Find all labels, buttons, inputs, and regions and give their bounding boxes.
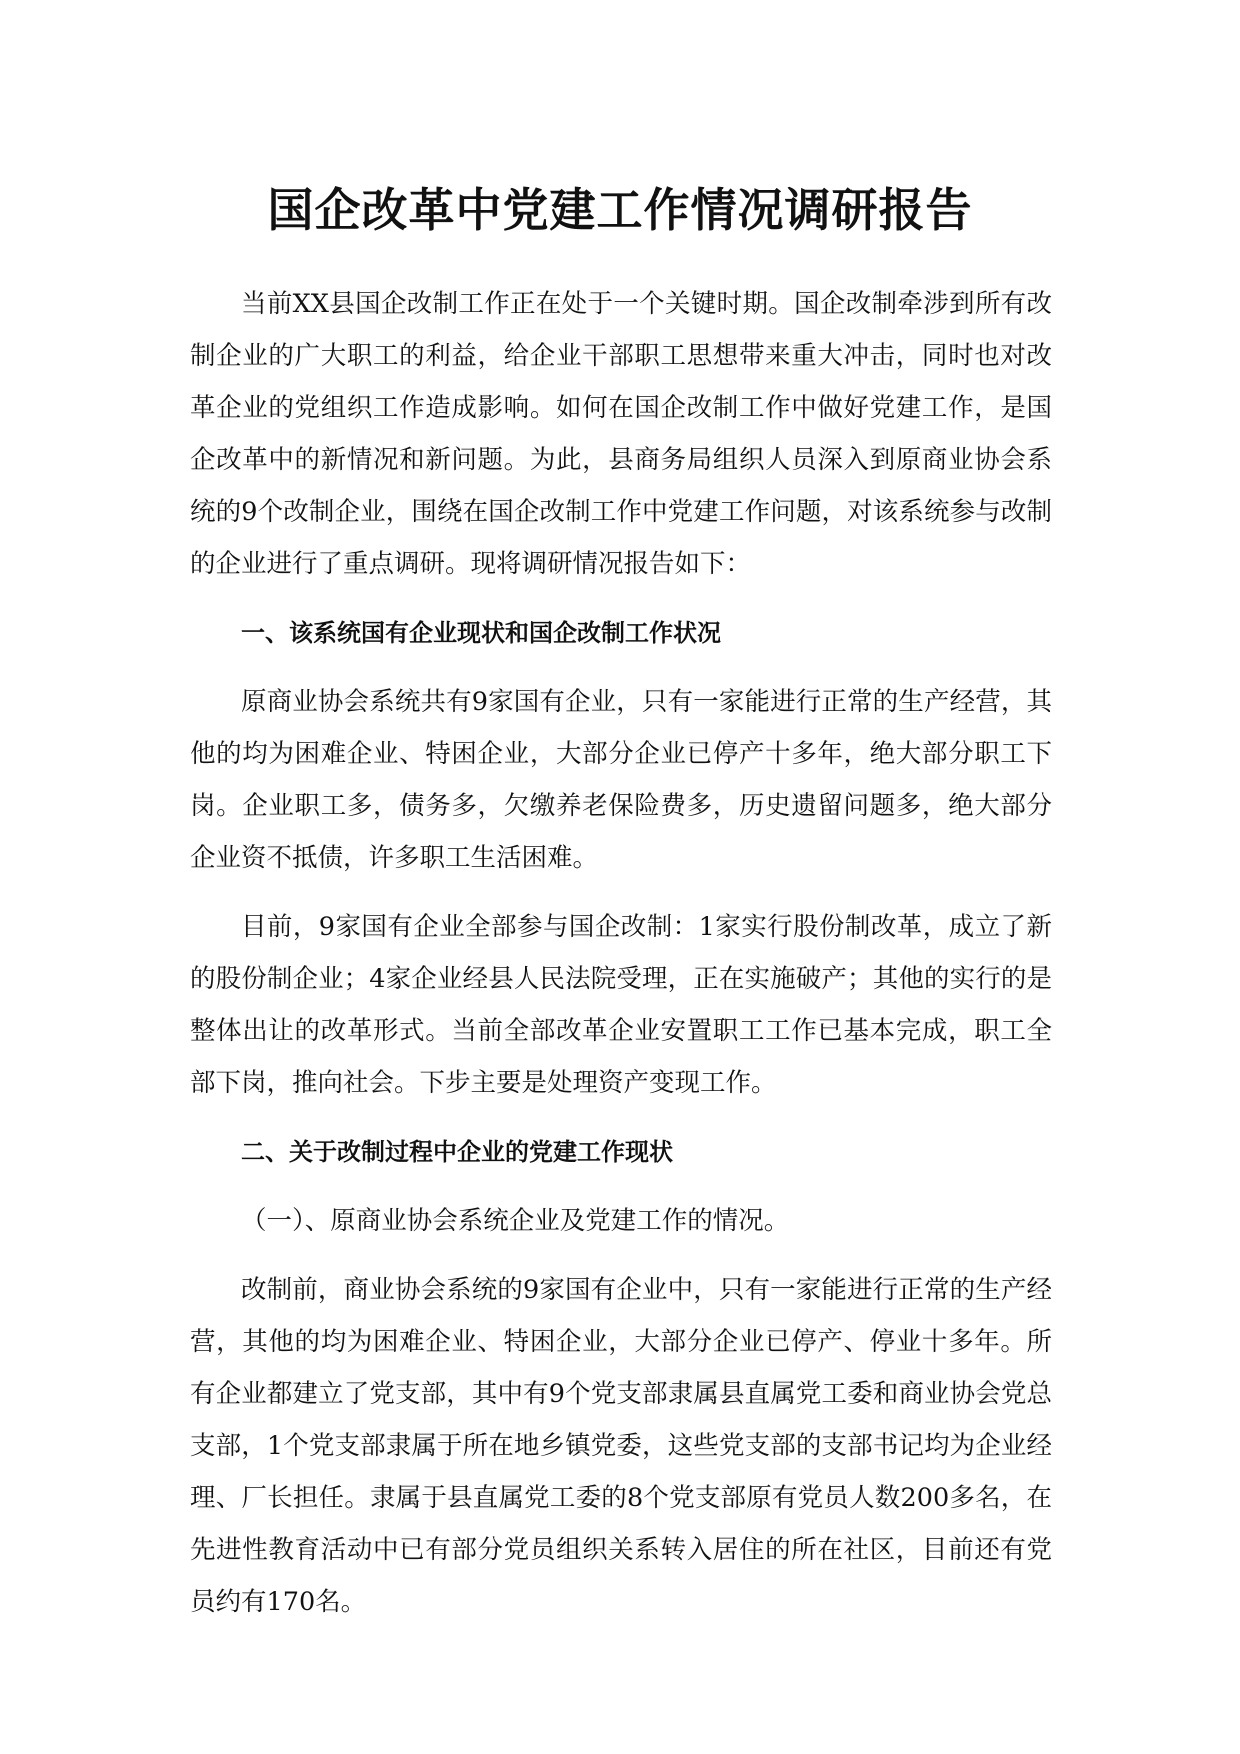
document-body xyxy=(190,278,1052,1645)
document-title: 国企改革中党建工作情况调研报告 xyxy=(267,183,973,237)
section-2-paragraph-1: 改制前，商业协会系统的9家国有企业中，只有一家能进行正常的生产经营，其他的均为困难企业、特困企业，大部分企业已停产、停业十多年。所有企业都建立了党支部，其中有9个党支部隶属县直属党工委和商业协会党总支部，1个党支部隶属于所在地乡镇党委，这些党支部的支部书记均为企业经理、厂长担任。隶属于县直属党工委的8个党支部原有党员人数200多名，在先进性教育活动中已有部分党员组织关系转入居住的所在社区，目前还有党员约有170名。 xyxy=(190,1275,1052,1617)
intro-paragraph: 当前XX县国企改制工作正在处于一个关键时期。国企改制牵涉到所有改制企业的广大职工的利益，给企业干部职工思想带来重大冲击，同时也对改革企业的党组织工作造成影响。如何在国企改制工作中做好党建工作，是国企改革中的新情况和新问题。为此，县商务局组织人员深入到原商业协会系统的9个改制企业，围绕在国企改制工作中党建工作问题，对该系统参与改制的企业进行了重点调研。现将调研情况报告如下： xyxy=(190,289,1052,579)
section-2-subheading: （一）、原商业协会系统企业及党建工作的情况。 xyxy=(241,1206,790,1236)
section-1-paragraph-2: 目前，9家国有企业全部参与国企改制：1家实行股份制改革，成立了新的股份制企业；4家企业经县人民法院受理，正在实施破产；其他的实行的是整体出让的改革形式。当前全部改革企业安置职工工作已基本完成，职工全部下岗，推向社会。下步主要是处理资产变现工作。 xyxy=(190,912,1052,1098)
section-1-paragraph-1: 原商业协会系统共有9家国有企业，只有一家能进行正常的生产经营，其他的均为困难企业、特困企业，大部分企业已停产十多年，绝大部分职工下岗。企业职工多，债务多，欠缴养老保险费多，历史遗留问题多，绝大部分企业资不抵债，许多职工生活困难。 xyxy=(190,687,1052,873)
section-1-heading: 一、该系统国有企业现状和国企改制工作状况 xyxy=(241,619,721,647)
section-2-heading: 二、关于改制过程中企业的党建工作现状 xyxy=(241,1138,673,1166)
